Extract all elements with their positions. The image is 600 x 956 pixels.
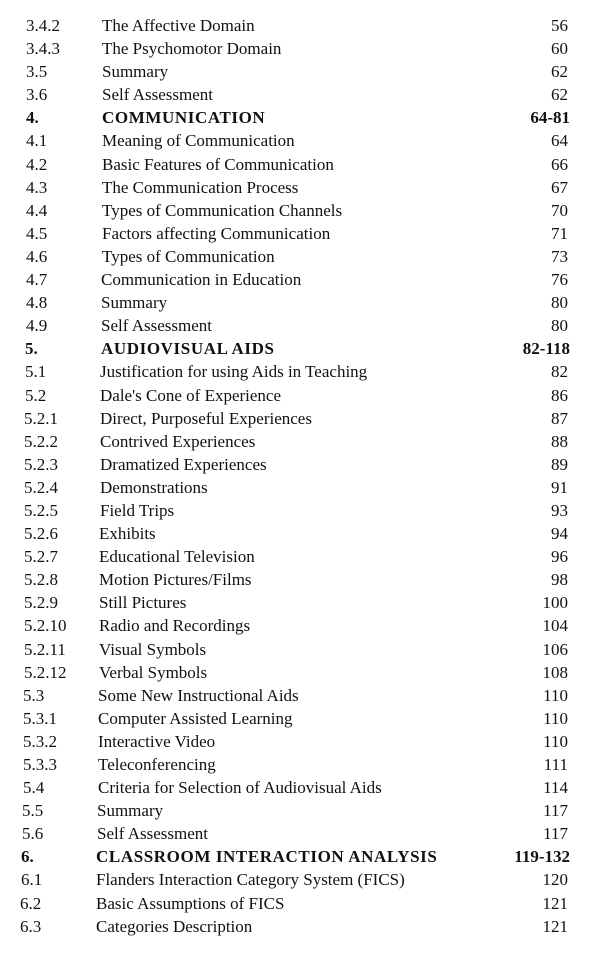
section-number: 4.7 — [26, 270, 48, 290]
toc-entry — [0, 60, 600, 83]
page-number: 98 — [551, 570, 568, 590]
section-number: 5.2.1 — [24, 408, 58, 428]
page-number: 93 — [551, 500, 568, 520]
page-number: 111 — [543, 755, 568, 774]
toc-entry — [0, 222, 600, 245]
page-number: 100 — [542, 593, 568, 613]
page-number: 56 — [551, 16, 568, 35]
toc-entry — [0, 614, 600, 637]
page-number: 73 — [551, 246, 568, 266]
section-title: CLASSROOM INTERACTION ANALYSIS — [96, 847, 438, 867]
section-title: Interactive Video — [98, 731, 216, 751]
section-number: 4.5 — [26, 223, 48, 243]
section-number: 5.2.9 — [24, 593, 58, 613]
page-number: 110 — [543, 731, 568, 751]
toc-entry — [0, 153, 600, 176]
section-number: 5.3.2 — [23, 731, 57, 751]
toc-entry — [0, 730, 600, 753]
section-number: 5.2.8 — [24, 570, 58, 590]
toc-entry — [0, 199, 600, 222]
page-number: 110 — [543, 708, 568, 728]
toc-entry — [0, 337, 600, 360]
section-number: 3.5 — [26, 62, 48, 82]
section-number: 6. — [21, 847, 34, 867]
section-title: Self Assessment — [102, 85, 213, 105]
page-number: 86 — [551, 385, 568, 405]
toc-entry — [0, 799, 600, 822]
section-title: Exhibits — [99, 524, 156, 544]
page-number: 94 — [551, 524, 568, 544]
page-number: 76 — [551, 270, 568, 290]
toc-entry — [0, 684, 600, 707]
section-number: 4.1 — [26, 131, 48, 151]
section-title: Flanders Interaction Category System (FICS) — [96, 870, 405, 890]
section-number: 4.9 — [26, 316, 48, 336]
section-title: Dramatized Experiences — [100, 454, 267, 474]
section-title: Motion Pictures/Films — [99, 570, 252, 590]
section-number: 3.6 — [26, 85, 48, 105]
section-title: Summary — [102, 62, 169, 82]
section-title: Radio and Recordings — [99, 616, 251, 636]
section-title: Visual Symbols — [99, 639, 207, 659]
section-title: Dale's Cone of Experience — [100, 385, 282, 405]
page-number: 119-132 — [514, 847, 570, 867]
section-title: Demonstrations — [100, 477, 208, 497]
page-number: 60 — [551, 39, 568, 59]
section-title: Self Assessment — [97, 824, 208, 844]
section-title: Communication in Education — [101, 270, 302, 290]
page-number: 106 — [542, 639, 568, 659]
page-number: 117 — [543, 824, 568, 844]
toc-entry — [0, 314, 600, 337]
toc-entry — [0, 638, 600, 661]
toc-entry — [0, 360, 600, 383]
section-number: 4.4 — [26, 200, 48, 220]
section-number: 4.2 — [26, 154, 48, 174]
section-number: 6.3 — [20, 916, 42, 936]
page-number: 62 — [551, 85, 568, 105]
toc-entry — [0, 245, 600, 268]
toc-entry — [0, 845, 600, 868]
section-title: AUDIOVISUAL AIDS — [101, 339, 275, 359]
page-number: 104 — [542, 616, 568, 636]
page-number: 82 — [551, 362, 568, 382]
section-title: Computer Assisted Learning — [98, 708, 293, 728]
toc-entry — [0, 176, 600, 199]
toc-entry — [0, 915, 600, 938]
section-title: Some New Instructional Aids — [98, 685, 299, 705]
section-number: 4.6 — [26, 246, 48, 266]
toc-entry — [0, 753, 600, 776]
section-number: 5.6 — [22, 824, 44, 844]
toc-entry — [0, 106, 600, 129]
page-number: 114 — [543, 778, 568, 798]
toc-entry — [0, 430, 600, 453]
toc-entry — [0, 384, 600, 407]
page-number: 89 — [551, 454, 568, 474]
section-title: Summary — [97, 801, 164, 821]
section-number: 5.5 — [22, 801, 44, 821]
toc-entry — [0, 83, 600, 106]
toc-entry — [0, 453, 600, 476]
section-number: 5. — [25, 339, 38, 359]
toc-entry — [0, 661, 600, 684]
section-number: 5.2.10 — [24, 616, 67, 636]
section-number: 4.8 — [26, 293, 48, 313]
section-number: 4. — [26, 108, 39, 128]
toc-entry — [0, 776, 600, 799]
toc-entry — [0, 37, 600, 60]
section-number: 5.2.7 — [24, 547, 58, 567]
page-number: 80 — [551, 316, 568, 336]
page-number: 121 — [542, 916, 568, 936]
section-title: Still Pictures — [99, 593, 187, 613]
page-number: 110 — [543, 685, 568, 705]
page-number: 120 — [542, 870, 568, 890]
section-number: 5.2.4 — [24, 477, 58, 497]
section-title: Meaning of Communication — [102, 131, 295, 151]
page-number: 67 — [551, 177, 568, 197]
toc-entry — [0, 268, 600, 291]
section-title: Field Trips — [100, 500, 175, 520]
toc-entry — [0, 545, 600, 568]
section-number: 5.3 — [23, 685, 45, 705]
section-number: 4.3 — [26, 177, 48, 197]
page-number: 117 — [543, 801, 568, 821]
section-number: 5.1 — [25, 362, 47, 382]
section-title: Basic Features of Communication — [102, 154, 334, 174]
section-number: 5.2.3 — [24, 454, 58, 474]
toc-entry — [0, 822, 600, 845]
section-number: 5.2 — [25, 385, 47, 405]
toc-entry — [0, 522, 600, 545]
section-number: 5.2.12 — [24, 662, 67, 682]
section-title: Types of Communication Channels — [102, 200, 343, 220]
page-number: 71 — [551, 223, 568, 243]
section-title: Direct, Purposeful Experiences — [100, 408, 312, 428]
page-number: 88 — [551, 431, 568, 451]
page-number: 108 — [542, 662, 568, 682]
toc-entry — [0, 476, 600, 499]
page-number: 87 — [551, 408, 568, 428]
page-number: 70 — [551, 200, 568, 220]
toc-entry — [0, 499, 600, 522]
section-title: The Communication Process — [102, 177, 299, 197]
toc-entry — [0, 868, 600, 891]
toc-entry — [0, 591, 600, 614]
section-number: 5.3.1 — [23, 708, 57, 728]
section-number: 5.3.3 — [23, 755, 57, 774]
section-number: 6.1 — [21, 870, 43, 890]
toc-entry — [0, 707, 600, 730]
section-number: 6.2 — [20, 893, 42, 913]
section-title: COMMUNICATION — [102, 108, 266, 128]
table-of-contents — [0, 14, 600, 938]
section-number: 3.4.2 — [26, 16, 60, 35]
toc-entry — [0, 14, 600, 37]
section-number: 5.4 — [23, 778, 45, 798]
page-number: 66 — [551, 154, 568, 174]
section-number: 3.4.3 — [26, 39, 60, 59]
section-number: 5.2.6 — [24, 524, 58, 544]
page-number: 62 — [551, 62, 568, 82]
section-number: 5.2.2 — [24, 431, 58, 451]
page-number: 64-81 — [530, 108, 570, 128]
toc-entry — [0, 407, 600, 430]
page-number: 91 — [551, 477, 568, 497]
section-title: Criteria for Selection of Audiovisual Aids — [98, 778, 382, 798]
section-title: Verbal Symbols — [99, 662, 208, 682]
toc-entry — [0, 129, 600, 152]
page-number: 121 — [542, 893, 568, 913]
section-title: Justification for using Aids in Teaching — [100, 362, 368, 382]
section-title: Summary — [101, 293, 168, 313]
section-title: Categories Description — [96, 916, 253, 936]
toc-entry — [0, 892, 600, 915]
section-title: Teleconferencing — [98, 755, 216, 774]
section-number: 5.2.5 — [24, 500, 58, 520]
section-title: Contrived Experiences — [100, 431, 256, 451]
page-number: 80 — [551, 293, 568, 313]
page-number: 96 — [551, 547, 568, 567]
page-number: 82-118 — [522, 339, 570, 359]
section-title: Educational Television — [99, 547, 255, 567]
section-title: Self Assessment — [101, 316, 212, 336]
section-title: Basic Assumptions of FICS — [96, 893, 285, 913]
section-title: The Psychomotor Domain — [102, 39, 282, 59]
toc-entry — [0, 291, 600, 314]
section-title: Factors affecting Communication — [102, 223, 331, 243]
page-number: 64 — [551, 131, 568, 151]
section-title: Types of Communication — [102, 246, 275, 266]
section-number: 5.2.11 — [24, 639, 66, 659]
toc-entry — [0, 568, 600, 591]
section-title: The Affective Domain — [102, 16, 255, 35]
